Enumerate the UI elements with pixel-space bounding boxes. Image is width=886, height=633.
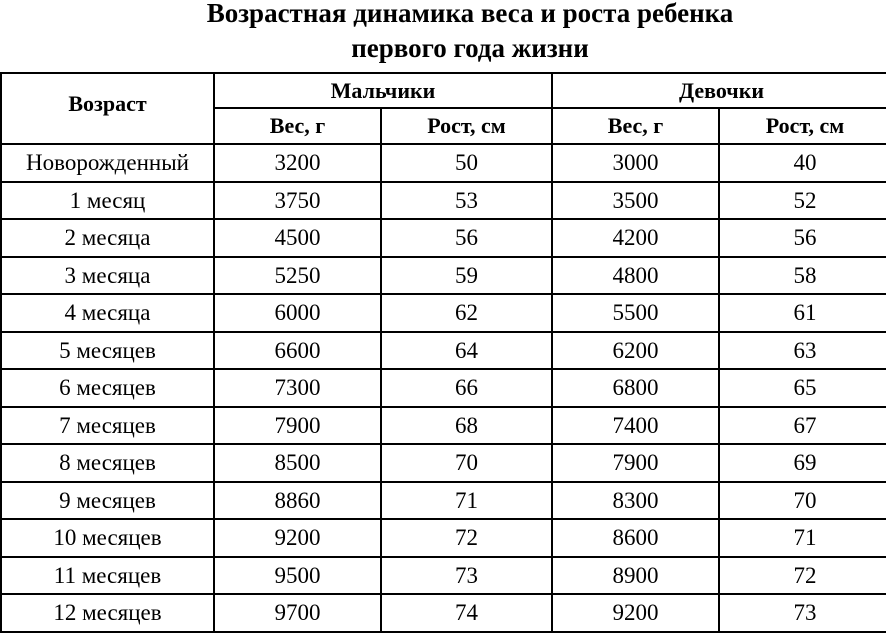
cell-girls-height: 70 (719, 482, 886, 520)
cell-girls-weight: 8300 (552, 482, 719, 520)
cell-boys-height: 66 (381, 369, 552, 407)
cell-girls-height: 56 (719, 219, 886, 257)
cell-girls-weight: 7900 (552, 444, 719, 482)
cell-girls-height: 40 (719, 144, 886, 182)
cell-age: 1 месяц (1, 182, 214, 220)
page-title: Возрастная динамика веса и роста ребенка (206, 0, 734, 28)
table-row (1, 294, 886, 332)
cell-boys-height: 71 (381, 482, 552, 520)
cell-girls-weight: 5500 (552, 294, 719, 332)
cell-girls-height: 58 (719, 257, 886, 295)
cell-age: 6 месяцев (1, 369, 214, 407)
cell-boys-height: 74 (381, 594, 552, 632)
header-age: Возраст (1, 73, 214, 144)
cell-girls-weight: 8600 (552, 519, 719, 557)
table-row (1, 482, 886, 520)
table-row (1, 594, 886, 632)
cell-girls-weight: 4200 (552, 219, 719, 257)
cell-age: 4 месяца (1, 294, 214, 332)
cell-girls-height: 73 (719, 594, 886, 632)
cell-boys-weight: 6600 (214, 332, 381, 370)
table-row (1, 332, 886, 370)
cell-boys-weight: 8500 (214, 444, 381, 482)
cell-boys-height: 50 (381, 144, 552, 182)
cell-girls-weight: 6800 (552, 369, 719, 407)
table-row (1, 444, 886, 482)
cell-girls-weight: 8900 (552, 557, 719, 595)
cell-age: 10 месяцев (1, 519, 214, 557)
cell-boys-height: 73 (381, 557, 552, 595)
cell-boys-weight: 7300 (214, 369, 381, 407)
header-boys: Мальчики (214, 73, 552, 108)
header-boys-weight: Вес, г (214, 108, 381, 144)
cell-boys-height: 56 (381, 219, 552, 257)
cell-boys-weight: 9500 (214, 557, 381, 595)
cell-boys-weight: 3200 (214, 144, 381, 182)
cell-age: 8 месяцев (1, 444, 214, 482)
header-girls: Девочки (552, 73, 886, 108)
cell-boys-weight: 7900 (214, 407, 381, 445)
header-boys-height: Рост, см (381, 108, 552, 144)
cell-boys-height: 53 (381, 182, 552, 220)
cell-boys-weight: 9700 (214, 594, 381, 632)
cell-age: 2 месяца (1, 219, 214, 257)
cell-girls-height: 67 (719, 407, 886, 445)
cell-age: 11 месяцев (1, 557, 214, 595)
cell-girls-height: 72 (719, 557, 886, 595)
table-row (1, 369, 886, 407)
cell-boys-height: 59 (381, 257, 552, 295)
cell-boys-weight: 8860 (214, 482, 381, 520)
cell-girls-height: 61 (719, 294, 886, 332)
table-row (1, 219, 886, 257)
cell-age: 7 месяцев (1, 407, 214, 445)
cell-boys-height: 72 (381, 519, 552, 557)
growth-table (0, 72, 886, 633)
cell-boys-height: 62 (381, 294, 552, 332)
cell-age: 12 месяцев (1, 594, 214, 632)
table-body (1, 144, 886, 632)
cell-girls-height: 71 (719, 519, 886, 557)
cell-boys-weight: 9200 (214, 519, 381, 557)
table-row (1, 519, 886, 557)
table-row (1, 182, 886, 220)
cell-boys-weight: 3750 (214, 182, 381, 220)
cell-girls-height: 63 (719, 332, 886, 370)
cell-girls-weight: 9200 (552, 594, 719, 632)
cell-girls-height: 65 (719, 369, 886, 407)
cell-boys-height: 64 (381, 332, 552, 370)
cell-girls-weight: 4800 (552, 257, 719, 295)
cell-girls-height: 69 (719, 444, 886, 482)
table-row (1, 407, 886, 445)
header-girls-height: Рост, см (719, 108, 886, 144)
cell-age: 9 месяцев (1, 482, 214, 520)
cell-girls-height: 52 (719, 182, 886, 220)
header-girls-weight: Вес, г (552, 108, 719, 144)
cell-age: 5 месяцев (1, 332, 214, 370)
cell-age: 3 месяца (1, 257, 214, 295)
cell-girls-weight: 3000 (552, 144, 719, 182)
table-row (1, 557, 886, 595)
cell-girls-weight: 3500 (552, 182, 719, 220)
table-row (1, 144, 886, 182)
cell-boys-weight: 4500 (214, 219, 381, 257)
cell-girls-weight: 7400 (552, 407, 719, 445)
cell-age: Новорожденный (1, 144, 214, 182)
cell-boys-weight: 6000 (214, 294, 381, 332)
cell-boys-height: 70 (381, 444, 552, 482)
cell-girls-weight: 6200 (552, 332, 719, 370)
cell-boys-height: 68 (381, 407, 552, 445)
table-row (1, 257, 886, 295)
page-subtitle: первого года жизни (351, 33, 589, 63)
cell-boys-weight: 5250 (214, 257, 381, 295)
